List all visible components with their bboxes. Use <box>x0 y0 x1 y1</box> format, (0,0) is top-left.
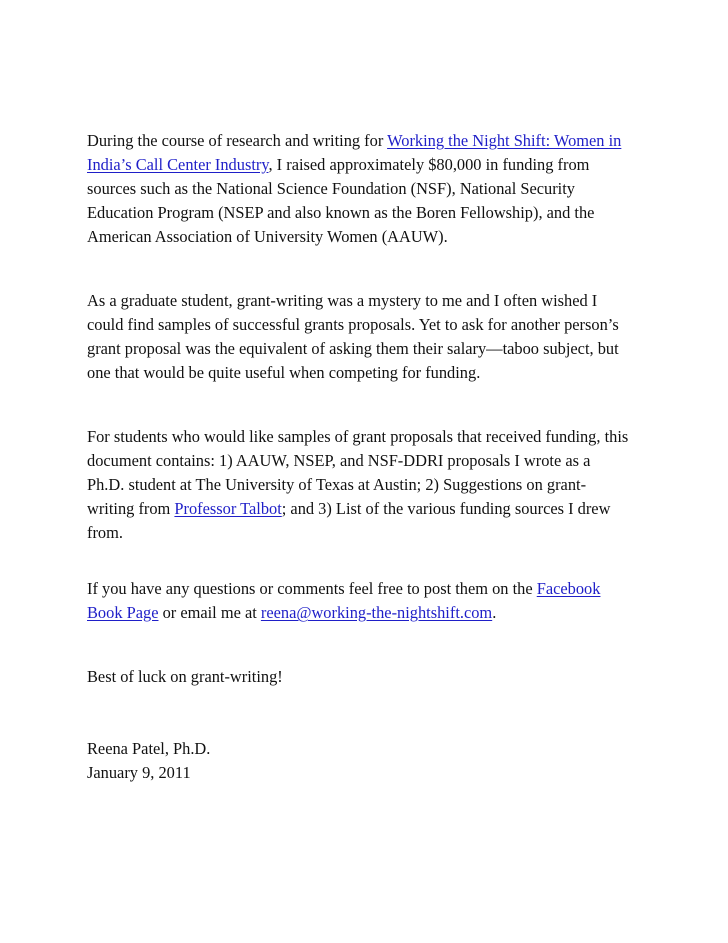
intro-line-1 <box>87 129 647 153</box>
intro-line-4: Education Program (NSEP and also known as the Boren Fellowship), and the <box>87 203 595 222</box>
contents-line-5: from. <box>87 523 123 542</box>
facebook-link-part-2[interactable]: Book Page <box>87 603 159 622</box>
graduate-line-4: one that would be quite useful when competing for funding. <box>87 363 481 382</box>
graduate-student-paragraph <box>87 289 647 385</box>
intro-line-3: sources such as the National Science Foundation (NSF), National Security <box>87 179 575 198</box>
contact-line-2-suffix: . <box>492 603 497 622</box>
contact-line-2 <box>87 601 647 625</box>
contents-paragraph <box>87 425 647 545</box>
intro-line-5: American Association of University Women (AAUW). <box>87 227 448 246</box>
book-title-link-part-2[interactable]: India’s Call Center Industry <box>87 155 269 174</box>
book-title-link-part-1[interactable]: Working the Night Shift: Women in <box>387 131 622 150</box>
signature-date: January 9, 2011 <box>87 763 191 782</box>
contents-line-3: Ph.D. student at The University of Texas at Austin; 2) Suggestions on grant- <box>87 475 587 494</box>
graduate-line-2: could find samples of successful grants proposals. Yet to ask for another person’s <box>87 315 619 334</box>
contents-line-1: For students who would like samples of grant proposals that received funding, this <box>87 427 629 446</box>
facebook-link-part-1[interactable]: Facebook <box>536 579 601 598</box>
signature-name: Reena Patel, Ph.D. <box>87 739 211 758</box>
professor-talbot-link[interactable]: Professor Talbot <box>174 499 282 518</box>
contact-line-1-text: If you have any questions or comments feel free to post them on the <box>87 579 537 598</box>
contact-paragraph <box>87 577 647 625</box>
closing-line <box>87 665 647 689</box>
contents-line-4 <box>87 497 647 521</box>
email-link[interactable]: reena@working-the-nightshift.com <box>260 603 493 622</box>
closing-text: Best of luck on grant-writing! <box>87 667 283 686</box>
intro-paragraph <box>87 129 647 249</box>
intro-line-2-text: , I raised approximately $80,000 in funding from <box>268 155 590 174</box>
intro-line-1-text: During the course of research and writing for <box>87 131 388 150</box>
graduate-line-1: As a graduate student, grant-writing was a mystery to me and I often wished I <box>87 291 598 310</box>
graduate-line-3: grant proposal was the equivalent of asking them their salary—taboo subject, but <box>87 339 619 358</box>
intro-line-2 <box>87 153 647 177</box>
contents-line-4-prefix: writing from <box>87 499 175 518</box>
contact-line-1 <box>87 577 647 601</box>
contents-line-4-suffix: ; and 3) List of the various funding sources I drew <box>281 499 611 518</box>
signature-block <box>87 737 647 785</box>
contents-line-2: document contains: 1) AAUW, NSEP, and NSF-DDRI proposals I wrote as a <box>87 451 591 470</box>
contact-line-2-middle: or email me at <box>158 603 261 622</box>
